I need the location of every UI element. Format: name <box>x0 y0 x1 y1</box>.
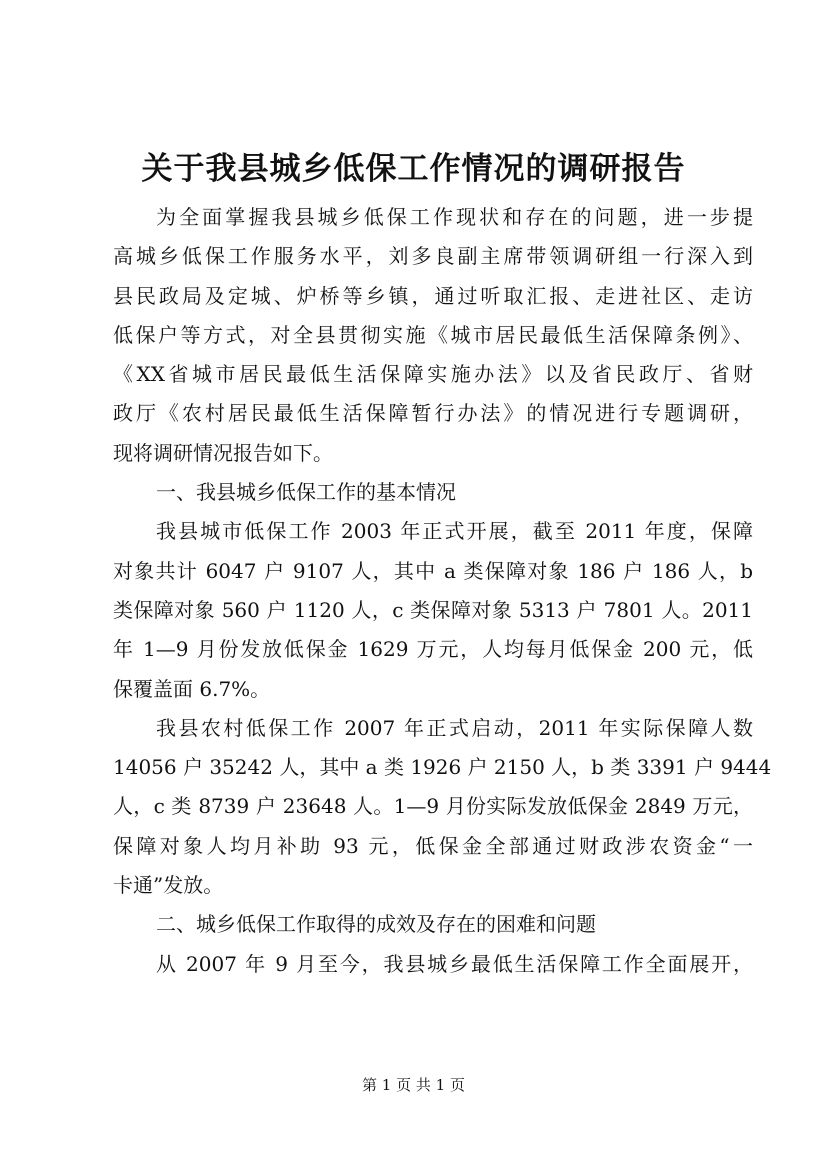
text-line: 14056 户 35242 人，其中 a 类 1926 户 2150 人，b 类 3391 户 9444 <box>113 755 772 780</box>
text-line: 我县城市低保工作 2003 年正式开展，截至 2011 年度，保障 <box>156 519 753 544</box>
text-line: 我县农村低保工作 2007 年正式启动，2011 年实际保障人数 <box>156 715 753 740</box>
text-line: 类保障对象 560 户 1120 人，c 类保障对象 5313 户 7801 人。2011 <box>113 597 753 622</box>
text-line: 对象共计 6047 户 9107 人，其中 a 类保障对象 186 户 186 人，b <box>113 558 753 583</box>
text-line: 二、城乡低保工作取得的成效及存在的困难和问题 <box>156 912 596 937</box>
text-line: 高城乡低保工作服务水平，刘多良副主席带领调研组一行深入到 <box>113 244 753 269</box>
page-footer: 第 1 页 共 1 页 <box>362 1076 465 1094</box>
text-line: 保障对象人均月补助 93 元，低保金全部通过财政涉农资金“一 <box>113 833 753 858</box>
text-line: 县民政局及定城、炉桥等乡镇，通过听取汇报、走进社区、走访 <box>113 283 753 308</box>
document-body <box>113 198 772 984</box>
text-line: 低保户等方式，对全县贯彻实施《城市居民最低生活保障条例》、 <box>113 322 753 347</box>
text-line: 一、我县城乡低保工作的基本情况 <box>156 480 456 505</box>
text-line: 卡通”发放。 <box>113 873 224 898</box>
text-line: 从 2007 年 9 月至今，我县城乡最低生活保障工作全面展开， <box>156 951 753 976</box>
text-line: 现将调研情况报告如下。 <box>113 440 333 465</box>
text-line: 《XX省城市居民最低生活保障实施办法》以及省民政厅、省财 <box>113 362 753 387</box>
text-line: 政厅《农村居民最低生活保障暂行办法》的情况进行专题调研， <box>113 401 753 426</box>
text-line: 保覆盖面 6.7%。 <box>113 676 271 701</box>
text-line: 人，c 类 8739 户 23648 人。1—9 月份实际发放低保金 2849 万元， <box>113 794 753 819</box>
page-title: 关于我县城乡低保工作情况的调研报告 <box>141 151 686 187</box>
text-line: 为全面掌握我县城乡低保工作现状和存在的问题，进一步提 <box>156 205 753 229</box>
text-line: 年 1—9 月份发放低保金 1629 万元，人均每月低保金 200 元，低 <box>113 637 753 662</box>
